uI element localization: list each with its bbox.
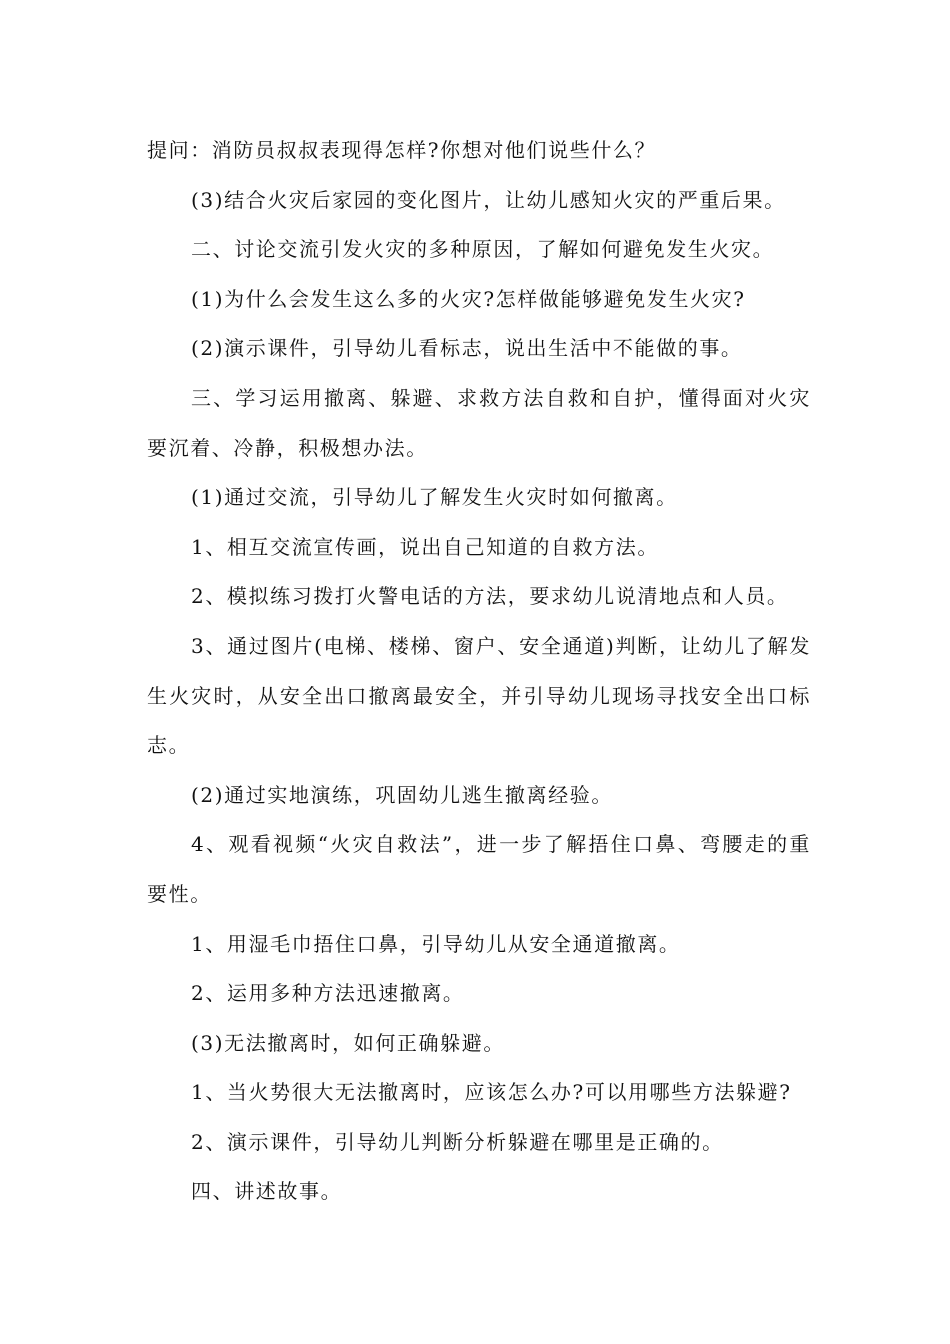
paragraph-item: (2)演示课件，引导幼儿看标志，说出生活中不能做的事。: [191, 336, 743, 361]
paragraph-subitem: 2、演示课件，引导幼儿判断分析躲避在哪里是正确的。: [191, 1129, 724, 1154]
paragraph-subitem: 1、当火势很大无法撤离时，应该怎么办?可以用哪些方法躲避?: [191, 1080, 792, 1105]
paragraph-subitem: 2、模拟练习拨打火警电话的方法，要求幼儿说清地点和人员。: [191, 584, 789, 609]
paragraph-subitem: 3、通过图片(电梯、楼梯、窗户、安全通道)判断，让幼儿了解发生火灾时，从安全出口撤离最安全，并引导幼儿现场寻找安全出口标志。: [147, 633, 811, 758]
paragraph-subitem: 4、观看视频“火灾自救法”，进一步了解捂住口鼻、弯腰走的重要性。: [147, 832, 811, 906]
paragraph-subitem: 2、运用多种方法迅速撤离。: [191, 981, 465, 1006]
paragraph-subitem: 1、用湿毛巾捂住口鼻，引导幼儿从安全通道撤离。: [191, 931, 681, 956]
document-body: [147, 126, 811, 1217]
paragraph-section-heading: 三、学习运用撤离、躲避、求救方法自救和自护，懂得面对火灾要沉着、冷静，积极想办法。: [147, 385, 811, 460]
paragraph-section-heading: 四、讲述故事。: [191, 1179, 343, 1204]
paragraph-section-heading: 二、讨论交流引发火灾的多种原因，了解如何避免发生火灾。: [191, 237, 775, 262]
paragraph-item: (2)通过实地演练，巩固幼儿逃生撤离经验。: [191, 782, 613, 807]
paragraph-subitem: 1、相互交流宣传画，说出自己知道的自救方法。: [191, 534, 659, 559]
paragraph-item: (3)无法撤离时，如何正确躲避。: [191, 1030, 505, 1055]
paragraph-question: 提问：消防员叔叔表现得怎样?你想对他们说些什么？: [147, 138, 657, 162]
paragraph-item: (3)结合火灾后家园的变化图片，让幼儿感知火灾的严重后果。: [191, 187, 786, 212]
paragraph-item: (1)通过交流，引导幼儿了解发生火灾时如何撤离。: [191, 485, 678, 510]
paragraph-item: (1)为什么会发生这么多的火灾?怎样做能够避免发生火灾?: [191, 286, 746, 311]
